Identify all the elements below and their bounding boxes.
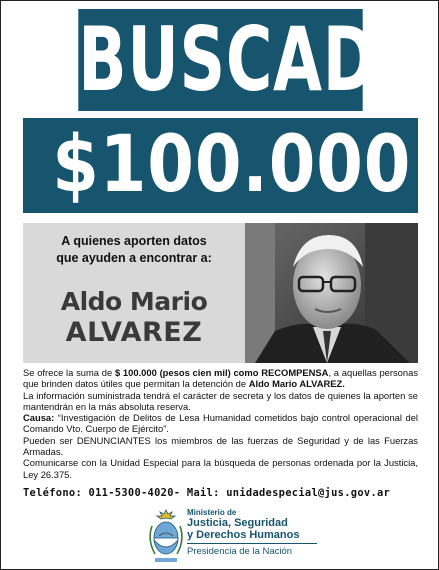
intro-line-1: A quienes aporten datos — [61, 234, 207, 248]
name-panel — [23, 223, 245, 363]
body-text — [23, 367, 418, 480]
reward-text-a: Se ofrece la suma de — [23, 367, 115, 378]
reward-amount: $100.000 — [52, 120, 412, 210]
ministry-text — [187, 508, 347, 557]
reward-text-d: Aldo Mario ALVAREZ. — [248, 378, 345, 390]
confidentiality-paragraph: La información suministrada tendrá el carácter de secreta y los datos de quienes la aporten se mantendrán en la más absoluta reserva. — [23, 389, 418, 412]
ministry-line-2: Justicia, Seguridad — [187, 517, 288, 529]
cause-label: Causa: — [23, 412, 55, 424]
person-first-name: Aldo Mario — [60, 287, 208, 316]
reward-text-b: $ 100.000 (pesos cien mil) como RECOMPENSA — [114, 367, 329, 378]
reward-text-c: , a aquellas personas que brinden datos útiles que permitan la detención de — [23, 367, 419, 390]
contact-line: Teléfono: 011-5300-4020- Mail: unidadespecial@jus.gov.ar — [23, 487, 391, 499]
person-last-name: ALVAREZ — [65, 317, 203, 348]
cause-paragraph — [23, 412, 418, 435]
denouncers-paragraph: Pueden ser DENUNCIANTES los miembros de las fuerzas de Seguridad y de las Fuerzas Armadas. — [23, 434, 418, 458]
intro-line-2: que ayuden a encontrar a: — [56, 251, 212, 265]
reward-band — [23, 118, 418, 213]
ministry-line-4: Presidencia de la Nación — [187, 546, 293, 557]
ministry-divider — [187, 543, 317, 544]
poster-title: BUSCADO — [78, 8, 431, 111]
reward-paragraph — [23, 367, 418, 390]
suspect-photo — [245, 223, 418, 363]
ministry-line-1: Ministerio de — [187, 508, 237, 517]
ministry-logo — [149, 506, 349, 566]
ministry-line-3: y Derechos Humanos — [187, 529, 300, 541]
cause-text: “Investigación de Delitos de Lesa Humanidad cometidos bajo control operacional del Comando Vto. Cuerpo de Ejército”. — [23, 412, 418, 435]
national-coat-of-arms-icon — [149, 506, 183, 564]
contact-paragraph: Comunicarse con la Unidad Especial para la búsqueda de personas ordenada por la Justicia, Ley 26.375. — [23, 457, 418, 480]
suspect-photo-image — [245, 223, 418, 363]
title-band — [78, 8, 431, 111]
intro-text — [23, 233, 245, 267]
